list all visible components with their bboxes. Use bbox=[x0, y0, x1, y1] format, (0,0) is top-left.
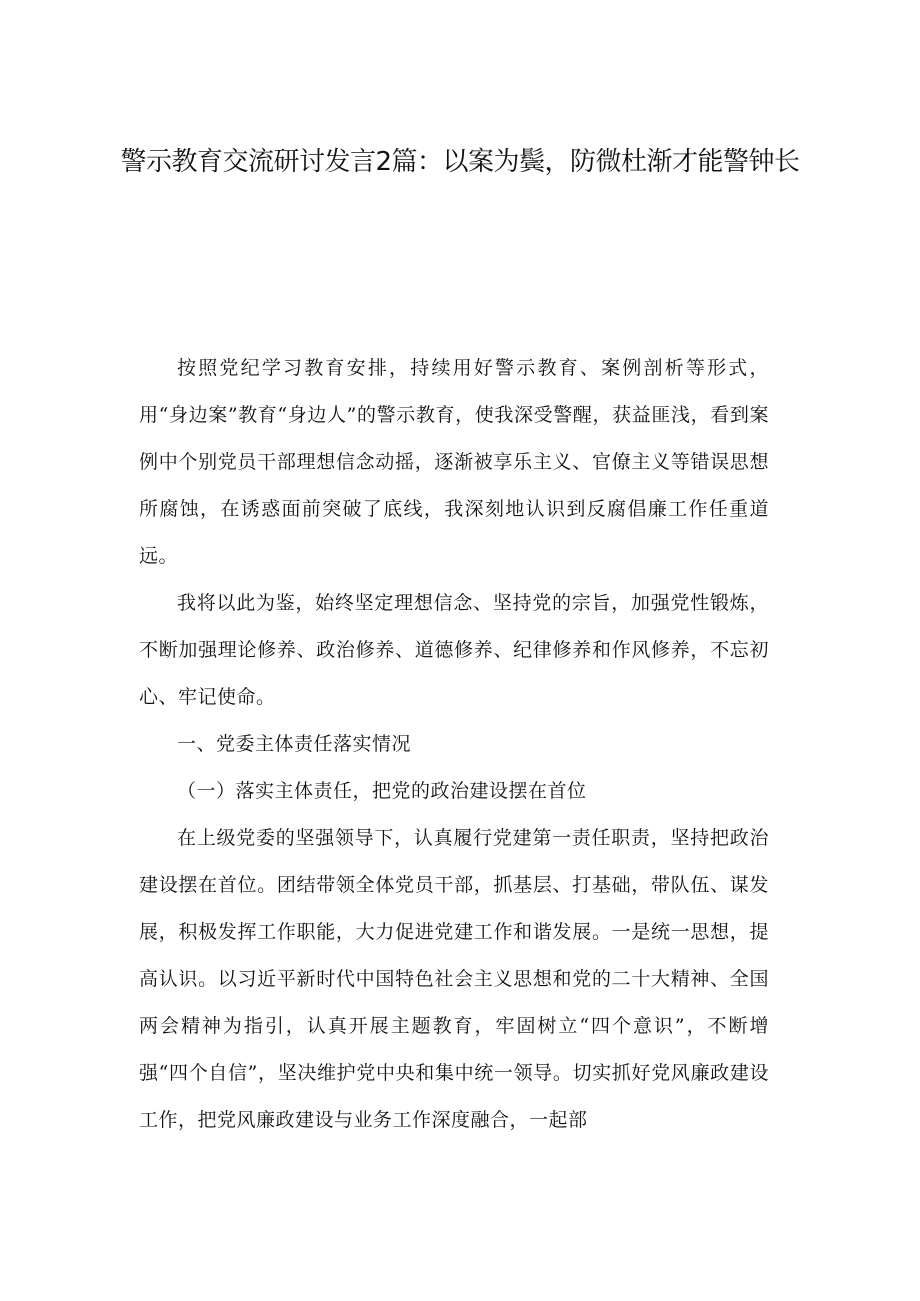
section-heading: 一、党委主体责任落实情况 bbox=[177, 733, 412, 755]
subsection-heading: （一）落实主体责任，把党的政治建设摆在首位 bbox=[177, 780, 587, 802]
paragraph-section-body: 在上级党委的坚强领导下，认真履行党建第一责任职责，坚持把政治建设摆在首位。团结带领全体党员干部，抓基层、打基础，带队伍、谋发展，积极发挥工作职能，大力促进党建工作和谐发展。一是统一思想，提高认识。以习近平新时代中国特色社会主义思想和党的二十大精神、全国两会精神为指引，认真开展主题教育，牢固树立“四个意识”，不断增强“四个自信”，坚决维护党中央和集中统一领导。切实抓好党风廉政建设工作，把党风廉政建设与业务工作深度融合，一起部 bbox=[139, 827, 769, 1131]
paragraph-intro: 按照党纪学习教育安排，持续用好警示教育、案例剖析等形式，用“身边案”教育“身边人”的警示教育，使我深受警醒，获益匪浅，看到案例中个别党员干部理想信念动摇，逐渐被享乐主义、官僚主义等错误思想所腐蚀，在诱惑面前突破了底线，我深刻地认识到反腐倡廉工作任重道远。 bbox=[139, 357, 769, 567]
paragraph-resolution: 我将以此为鉴，始终坚定理想信念、坚持党的宗旨，加强党性锻炼，不断加强理论修养、政治修养、道德修养、纪律修养和作风修养，不忘初心、牢记使命。 bbox=[139, 592, 769, 708]
document-body bbox=[139, 345, 769, 1144]
document-title: 警示教育交流研讨发言2篇：以案为鬓，防微杜渐才能警钟长 bbox=[120, 147, 800, 177]
